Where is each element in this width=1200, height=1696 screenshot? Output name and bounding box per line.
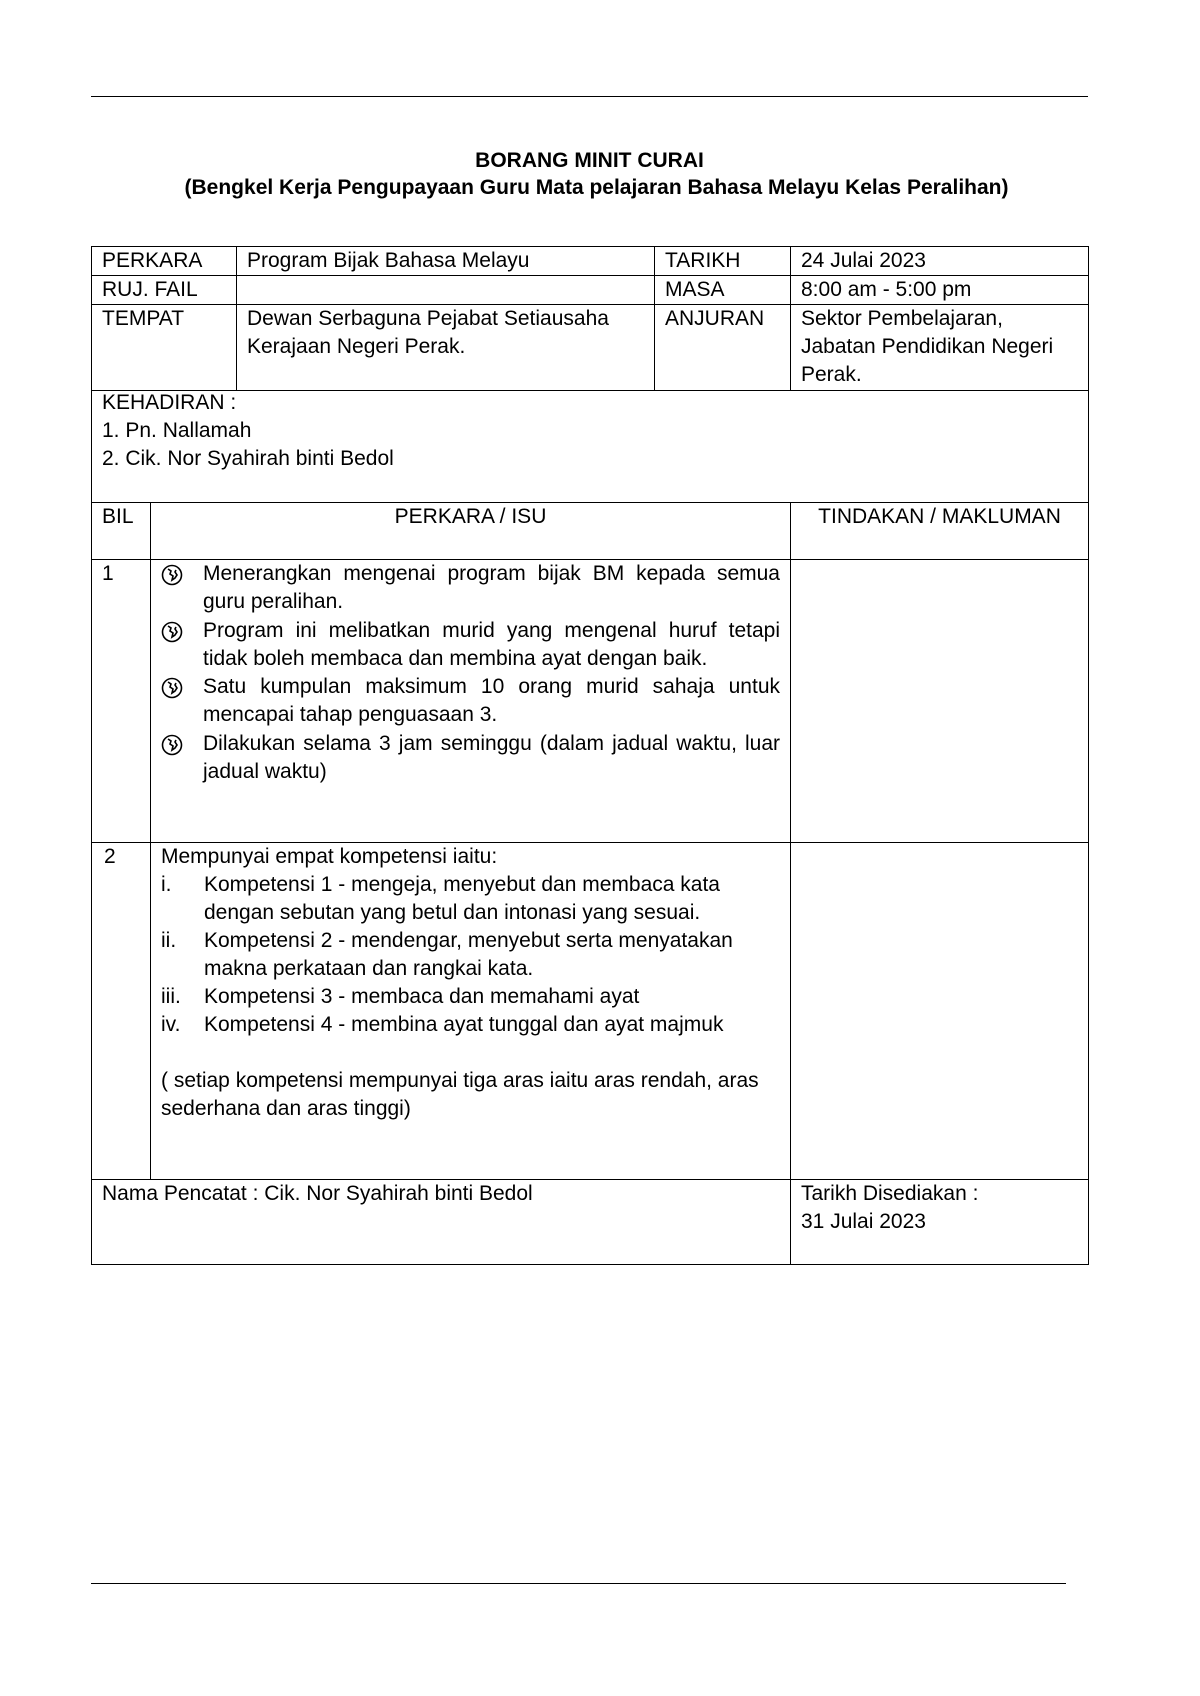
table-row bbox=[92, 560, 1089, 843]
title-block bbox=[91, 147, 1088, 201]
tarikh-disediakan-cell bbox=[791, 1180, 1089, 1265]
masa-value: 8:00 am - 5:00 pm bbox=[791, 276, 1089, 305]
info-row-rujfail bbox=[92, 276, 1089, 305]
competency-list bbox=[161, 871, 780, 1039]
column-header-row bbox=[92, 503, 1089, 560]
list-item bbox=[161, 871, 780, 927]
list-number: iv. bbox=[161, 1013, 181, 1036]
bullet-text: Dilakukan selama 3 jam seminggu (dalam jadual waktu, luar jadual waktu) bbox=[203, 731, 780, 784]
attendee-item: 2. Cik. Nor Syahirah binti Bedol bbox=[102, 447, 394, 470]
item-bullet-list bbox=[161, 560, 780, 786]
list-text: Kompetensi 3 - membaca dan memahami ayat bbox=[204, 985, 640, 1008]
perkara-value: Program Bijak Bahasa Melayu bbox=[237, 247, 655, 276]
tempat-value: Dewan Serbaguna Pejabat Setiausaha Kerajaan Negeri Perak. bbox=[237, 305, 655, 391]
tarikh-disediakan-label: Tarikh Disediakan : bbox=[801, 1182, 979, 1205]
tarikh-value: 24 Julai 2023 bbox=[791, 247, 1089, 276]
list-item bbox=[161, 617, 780, 674]
attendance-row bbox=[92, 389, 1089, 503]
rujfail-label: RUJ. FAIL bbox=[92, 276, 237, 305]
item-bil: 1 bbox=[92, 560, 151, 843]
tarikh-disediakan-value: 31 Julai 2023 bbox=[801, 1210, 926, 1233]
info-row-tempat bbox=[92, 305, 1089, 391]
anjuran-label: ANJURAN bbox=[655, 305, 791, 391]
list-item bbox=[161, 560, 780, 617]
globe-icon bbox=[161, 677, 183, 699]
globe-icon bbox=[161, 734, 183, 756]
pencatat-cell: Nama Pencatat : Cik. Nor Syahirah binti Bedol bbox=[92, 1180, 791, 1265]
item-content bbox=[151, 560, 791, 843]
item-tindakan bbox=[791, 560, 1089, 843]
tempat-label: TEMPAT bbox=[92, 305, 237, 391]
list-text: Kompetensi 2 - mendengar, menyebut serta menyatakan makna perkataan dan rangkai kata. bbox=[204, 929, 733, 980]
info-row-perkara bbox=[92, 247, 1089, 276]
footer-row bbox=[92, 1180, 1089, 1265]
form-title: BORANG MINIT CURAI bbox=[475, 149, 704, 172]
info-table bbox=[91, 246, 1089, 391]
list-number: i. bbox=[161, 873, 172, 896]
item-content bbox=[151, 843, 791, 1180]
minutes-table bbox=[91, 389, 1089, 1265]
form-subtitle: (Bengkel Kerja Pengupayaan Guru Mata pelajaran Bahasa Melayu Kelas Peralihan) bbox=[184, 176, 1009, 199]
list-item bbox=[161, 673, 780, 730]
attendance-label: KEHADIRAN : bbox=[102, 391, 237, 414]
list-number: ii. bbox=[161, 929, 177, 952]
globe-icon bbox=[161, 621, 183, 643]
tarikh-label: TARIKH bbox=[655, 247, 791, 276]
rujfail-value bbox=[237, 276, 655, 305]
globe-icon bbox=[161, 564, 183, 586]
item-tindakan bbox=[791, 843, 1089, 1180]
list-text: Kompetensi 1 - mengeja, menyebut dan membaca kata dengan sebutan yang betul dan intonasi yang sesuai. bbox=[204, 873, 720, 924]
bullet-text: Menerangkan mengenai program bijak BM kepada semua guru peralihan. bbox=[203, 562, 780, 614]
bullet-text: Satu kumpulan maksimum 10 orang murid sahaja untuk mencapai tahap penguasaan 3. bbox=[203, 675, 780, 727]
masa-label: MASA bbox=[655, 276, 791, 305]
list-item bbox=[161, 927, 780, 983]
spacer bbox=[161, 1039, 780, 1067]
list-item bbox=[161, 1011, 780, 1039]
attendance-cell bbox=[92, 389, 1089, 503]
anjuran-value: Sektor Pembelajaran, Jabatan Pendidikan Negeri Perak. bbox=[791, 305, 1089, 391]
list-text: Kompetensi 4 - membina ayat tunggal dan ayat majmuk bbox=[204, 1013, 724, 1036]
attendee-item: 1. Pn. Nallamah bbox=[102, 419, 252, 442]
perkara-label: PERKARA bbox=[92, 247, 237, 276]
footer-rule bbox=[91, 1583, 1066, 1584]
col-bil-header: BIL bbox=[92, 503, 151, 560]
list-number: iii. bbox=[161, 985, 181, 1008]
bullet-text: Program ini melibatkan murid yang mengenal huruf tetapi tidak boleh membaca dan membina ayat dengan baik. bbox=[203, 618, 780, 670]
list-item bbox=[161, 730, 780, 787]
header-rule bbox=[91, 96, 1088, 97]
list-item bbox=[161, 983, 780, 1011]
col-tindakan-header: TINDAKAN / MAKLUMAN bbox=[791, 503, 1089, 560]
col-perkara-header: PERKARA / ISU bbox=[151, 503, 791, 560]
table-row bbox=[92, 843, 1089, 1180]
item-bil: 2 bbox=[92, 843, 151, 1180]
item-note: ( setiap kompetensi mempunyai tiga aras iaitu aras rendah, aras sederhana dan aras tinggi) bbox=[161, 1069, 759, 1120]
item-intro: Mempunyai empat kompetensi iaitu: bbox=[161, 845, 498, 868]
